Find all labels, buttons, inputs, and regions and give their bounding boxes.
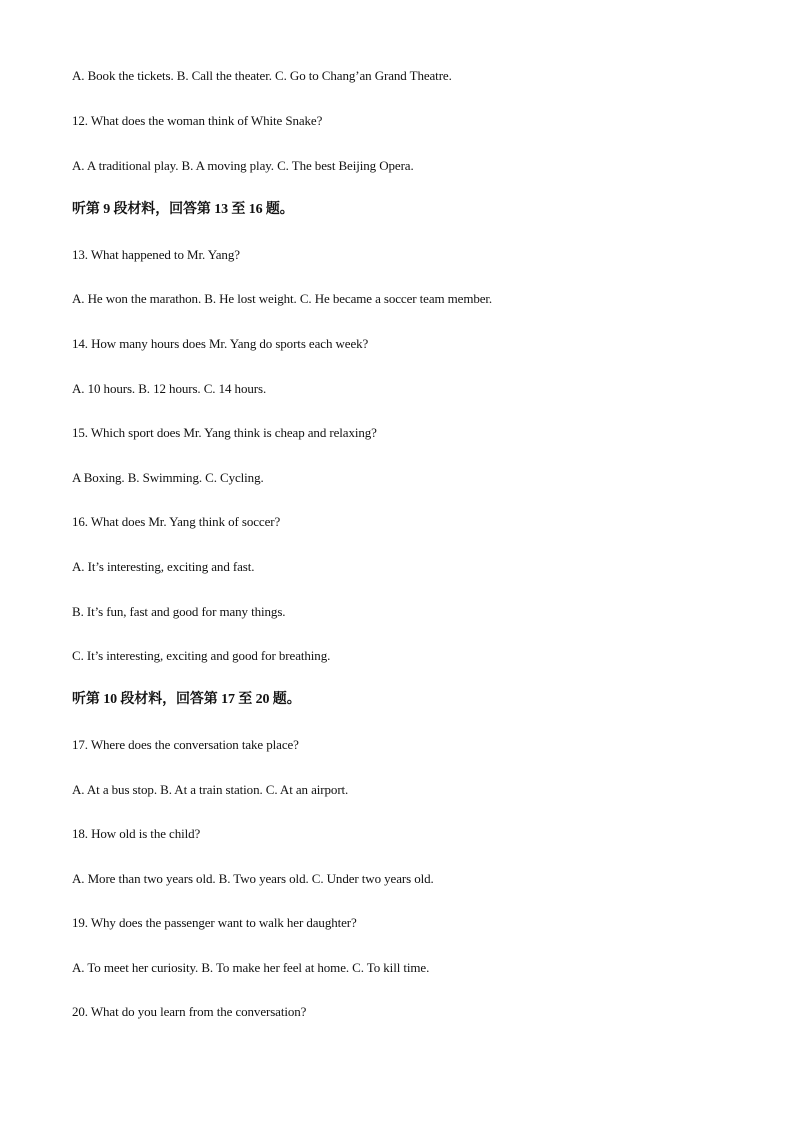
section-heading-10: 听第 10 段材料，回答第 17 至 20 题。 xyxy=(72,692,301,707)
answer-options-15: A Boxing. B. Swimming. C. Cycling. xyxy=(72,470,264,485)
question-14: 14. How many hours does Mr. Yang do sports each week? xyxy=(72,336,369,351)
answer-options-17: A. At a bus stop. B. At a train station. C. At an airport. xyxy=(72,782,349,797)
answer-option-16b: B. It’s fun, fast and good for many things. xyxy=(72,604,286,619)
question-15: 15. Which sport does Mr. Yang think is cheap and relaxing? xyxy=(72,425,377,440)
question-13: 13. What happened to Mr. Yang? xyxy=(72,247,240,262)
question-17: 17. Where does the conversation take place? xyxy=(72,737,299,752)
answer-options-19: A. To meet her curiosity. B. To make her feel at home. C. To kill time. xyxy=(72,960,430,975)
answer-options-18: A. More than two years old. B. Two years old. C. Under two years old. xyxy=(72,871,434,886)
answer-options-14: A. 10 hours. B. 12 hours. C. 14 hours. xyxy=(72,381,267,396)
answer-options-11: A. Book the tickets. B. Call the theater. C. Go to Chang’an Grand Theatre. xyxy=(72,68,452,83)
answer-option-16a: A. It’s interesting, exciting and fast. xyxy=(72,559,255,574)
answer-option-16c: C. It’s interesting, exciting and good for breathing. xyxy=(72,648,331,663)
answer-options-13: A. He won the marathon. B. He lost weight. C. He became a soccer team member. xyxy=(72,291,493,306)
question-18: 18. How old is the child? xyxy=(72,826,201,841)
question-16: 16. What does Mr. Yang think of soccer? xyxy=(72,514,281,529)
answer-options-12: A. A traditional play. B. A moving play. C. The best Beijing Opera. xyxy=(72,158,414,173)
question-12: 12. What does the woman think of White Snake? xyxy=(72,113,323,128)
section-heading-9: 听第 9 段材料，回答第 13 至 16 题。 xyxy=(72,202,294,217)
question-19: 19. Why does the passenger want to walk her daughter? xyxy=(72,915,357,930)
question-20: 20. What do you learn from the conversation? xyxy=(72,1004,307,1019)
